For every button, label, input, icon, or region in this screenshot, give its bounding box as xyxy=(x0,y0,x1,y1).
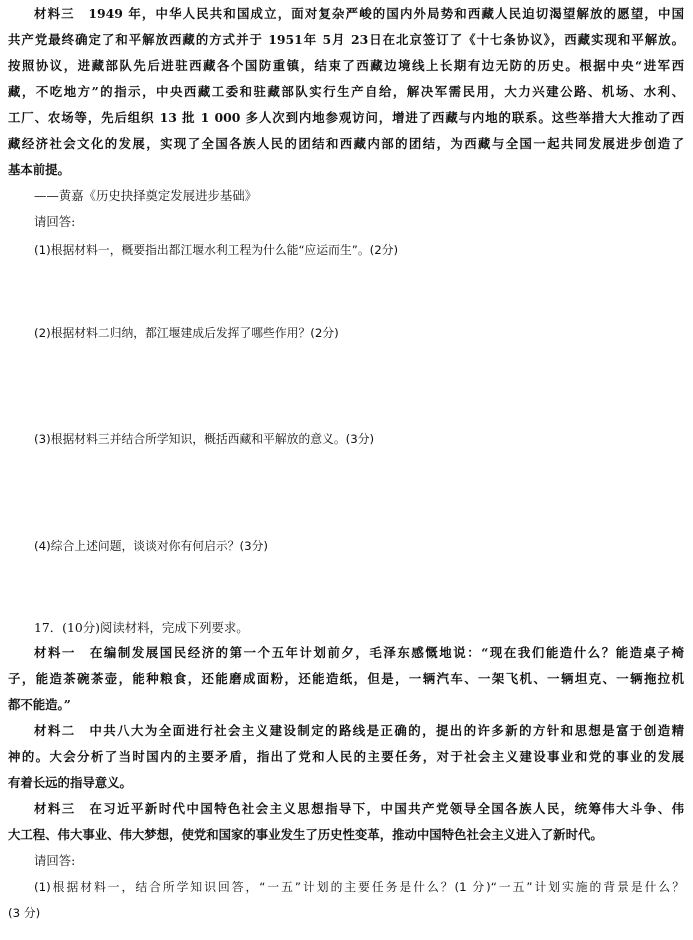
material3-line: 按照协议，进藏部队先后进驻西藏各个国防重镇，结束了西藏边境线上长期有边无防的历史。根据中央“进军西 xyxy=(8,58,684,73)
material3-source: ——黄嘉《历史抉择奠定发展进步基础》 xyxy=(34,188,258,203)
material3-line: 藏经济社会文化的发展，实现了全国各族人民的团结和西藏内部的团结，为西藏与全国一起共同发展进步创造了 xyxy=(8,136,684,151)
material3-line: 藏，不吃地方”的指示，中央西藏工委和驻藏部队实行生产自给，解决军需民用，大力兴建公路、机场、水利、 xyxy=(8,84,684,99)
q17-material1-line: 子，能造茶碗茶壶，能种粮食，还能磨成面粉，还能造纸，但是，一辆汽车、一架飞机、一辆坦克、一辆拖拉机 xyxy=(8,671,684,686)
question-16-2: (2)根据材料二归纳，都江堰建成后发挥了哪些作用？(2分) xyxy=(34,326,339,340)
q17-material1-line: 都不能造。” xyxy=(8,697,71,712)
question-17-heading: 17．(10分)阅读材料，完成下列要求。 xyxy=(34,620,249,635)
q17-material1-line: 材料一 在编制发展国民经济的第一个五年计划前夕，毛泽东感慨地说：“现在我们能造什么？能造桌子椅 xyxy=(34,645,684,660)
question-17-1-cont: (3 分) xyxy=(8,906,41,920)
answer-prompt: 请回答: xyxy=(34,214,76,229)
q17-material2-line: 有着长远的指导意义。 xyxy=(8,775,132,790)
answer-prompt: 请回答: xyxy=(34,853,76,868)
q17-material2-line: 神的。大会分析了当时国内的主要矛盾，指出了党和人民的主要任务，对于社会主义建设事业和党的事业的发展 xyxy=(8,749,684,764)
material3-line: 工厂、农场等，先后组织 13 批 1 000 多人次到内地参观访问，增进了西藏与内地的联系。这些举措大大推动了西 xyxy=(8,110,684,125)
material3-line: 共产党最终确定了和平解放西藏的方式并于 1951年 5月 23日在北京签订了《十七条协议》，西藏实现和平解放。 xyxy=(8,32,684,47)
question-16-3: (3)根据材料三并结合所学知识，概括西藏和平解放的意义。(3分) xyxy=(34,432,375,446)
material3-line: 材料三 1949 年，中华人民共和国成立，面对复杂严峻的国内外局势和西藏人民迫切渴望解放的愿望，中国 xyxy=(34,6,684,21)
q17-material2-line: 材料二 中共八大为全面进行社会主义建设制定的路线是正确的，提出的许多新的方针和思想是富于创造精 xyxy=(34,723,684,738)
question-17-1: (1)根据材料一，结合所学知识回答，“一五”计划的主要任务是什么？(1 分)“一五”计划实施的背景是什么？ xyxy=(34,880,684,894)
q17-material3-line: 材料三 在习近平新时代中国特色社会主义思想指导下，中国共产党领导全国各族人民，统筹伟大斗争、伟 xyxy=(34,801,684,816)
question-16-4: (4)综合上述问题，谈谈对你有何启示？(3分) xyxy=(34,539,268,553)
q17-material3-line: 大工程、伟大事业、伟大梦想，使党和国家的事业发生了历史性变革，推动中国特色社会主义进入了新时代。 xyxy=(8,827,603,842)
question-16-1: (1)根据材料一，概要指出都江堰水利工程为什么能“应运而生”。(2分) xyxy=(34,243,399,257)
material3-line: 基本前提。 xyxy=(8,162,70,177)
